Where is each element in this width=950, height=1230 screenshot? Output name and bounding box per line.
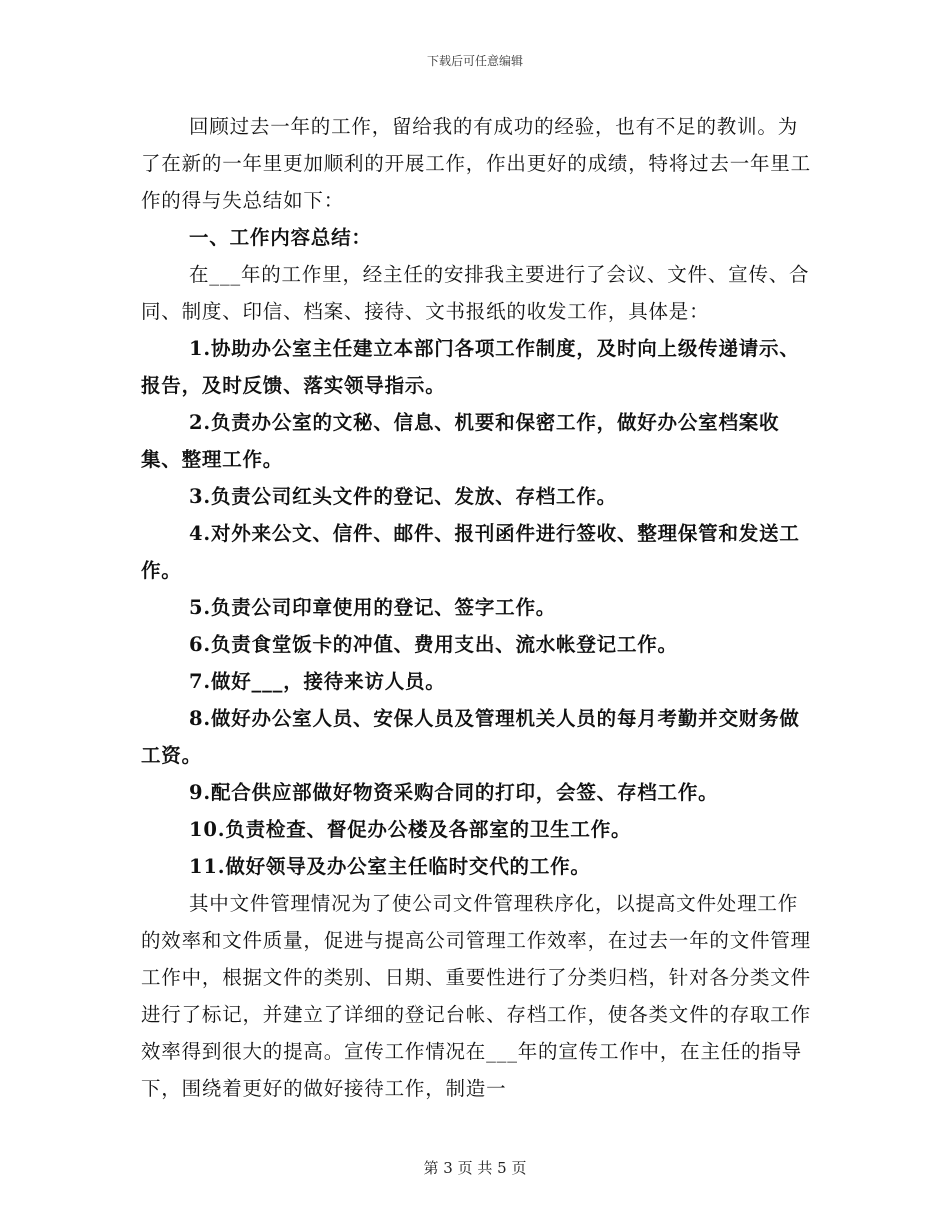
list-item: 1.协助办公室主任建立本部门各项工作制度，及时向上级传递请示、报告，及时反馈、落实领导指示。: [141, 337, 800, 397]
body-paragraph: 其中文件管理情况为了使公司文件管理秩序化，以提高文件处理工作的效率和文件质量，促进与提高公司管理工作效率，在过去一年的文件管理工作中，根据文件的类别、日期、重要性进行了分类归档，针对各分类文件进行了标记，并建立了详细的登记台帐、存档工作，使各类文件的存取工作效率得到很大的提高。宣传工作情况在___年的宣传工作中，在主任的指导下，围绕着更好的做好接待工作，制造一: [141, 892, 811, 1100]
list-item: 6.负责食堂饭卡的冲值、费用支出、流水帐登记工作。: [189, 633, 678, 656]
list-item: 5.负责公司印章使用的登记、签字工作。: [189, 596, 557, 619]
page-header: 下载后可任意编辑: [426, 54, 523, 68]
list-item: 8.做好办公室人员、安保人员及管理机关人员的每月考勤并交财务做工资。: [141, 707, 800, 767]
body-paragraph: 在___年的工作里，经主任的安排我主要进行了会议、文件、宣传、合同、制度、印信、档案、接待、文书报纸的收发工作，具体是：: [141, 263, 810, 323]
page-footer: 第 3 页 共 5 页: [423, 1159, 527, 1177]
list-item: 4.对外来公文、信件、邮件、报刊函件进行签收、整理保管和发送工作。: [141, 522, 800, 582]
section-heading: 一、工作内容总结：: [189, 226, 372, 249]
list-item: 9.配合供应部做好物资采购合同的打印，会签、存档工作。: [189, 781, 719, 804]
list-item: 11.做好领导及办公室主任临时交代的工作。: [189, 855, 591, 878]
list-item: 7.做好___，接待来访人员。: [189, 670, 446, 693]
list-item: 10.负责检查、督促办公楼及各部室的卫生工作。: [189, 818, 632, 841]
document-body: [141, 108, 817, 1107]
list-item: 2.负责办公室的文秘、信息、机要和保密工作，做好办公室档案收集、整理工作。: [141, 411, 780, 471]
list-item: 3.负责公司红头文件的登记、发放、存档工作。: [189, 485, 617, 508]
intro-paragraph: 回顾过去一年的工作，留给我的有成功的经验，也有不足的教训。为了在新的一年里更加顺利的开展工作，作出更好的成绩，特将过去一年里工作的得与失总结如下：: [141, 115, 811, 212]
